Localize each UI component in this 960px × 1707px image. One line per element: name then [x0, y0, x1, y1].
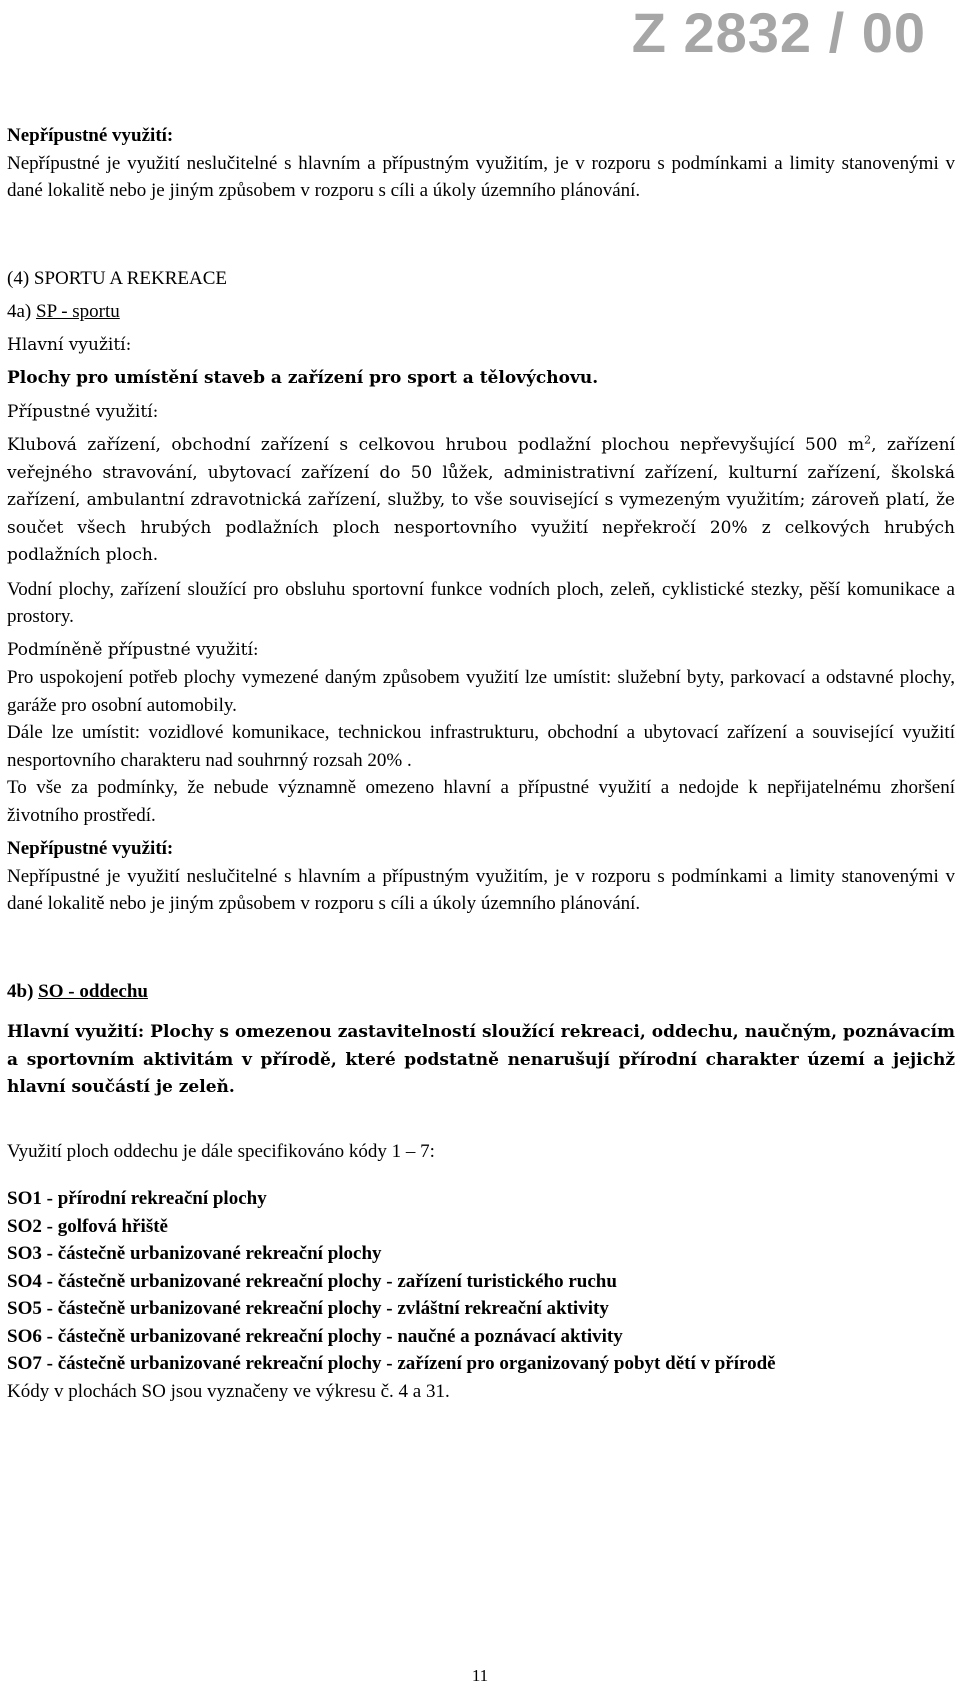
so-code-text: přírodní rekreační plochy	[57, 1188, 267, 1209]
pripustne-text-1-a: Klubová zařízení, obchodní zařízení s celkovou hrubou podlažní plochou nepřevyšující 500 m	[7, 435, 865, 455]
so-code-item	[7, 1268, 955, 1296]
so-code-text: částečně urbanizované rekreační plochy	[57, 1243, 382, 1264]
so-code-text: částečně urbanizované rekreační plochy - zařízení pro organizovaný pobyt dětí v přírodě	[57, 1353, 776, 1374]
so-code-text: golfová hřiště	[57, 1215, 168, 1237]
area-exponent: 2	[864, 433, 872, 447]
nepripustne-heading-2: Nepřípustné využití:	[7, 838, 174, 859]
section-4-title: (4) SPORTU A REKREACE	[7, 267, 228, 289]
so-code-item	[7, 1185, 955, 1213]
so-intro: Využití ploch oddechu je dále specifikováno kódy 1 – 7:	[7, 1140, 435, 1162]
pripustne-text-2: Vodní plochy, zařízení sloužící pro obsluhu sportovní funkce vodních ploch, zeleň, cyklistické stezky, pěší komunikace a prostory.	[7, 578, 955, 627]
podminene-heading: Podmíněně přípustné využití:	[7, 639, 259, 660]
so-code: SO6 -	[7, 1325, 58, 1347]
so-code-item	[7, 1240, 955, 1268]
hlavni-heading: Hlavní využití:	[7, 334, 132, 355]
document-body	[7, 122, 955, 1405]
pripustne-text-1-b: , zařízení veřejného stravování, ubytovací zařízení do 50 lůžek, administrativní zařízení, kulturní zařízení, školská zařízení, ambulantní zdravotnická zařízení, služby, to vše související s vymezeným využitím; zároveň platí, že součet všech hrubých podlažních ploch nesportovního využití nepřekročí 20% z celkových hrubých podlažních ploch.	[7, 435, 955, 565]
sp-title: SP - sportu	[36, 301, 120, 322]
podminene-text-3: To vše za podmínky, že nebude významně omezeno hlavní a přípustné využití a nedojde k nepřijatelnému zhoršení životního prostředí.	[7, 777, 955, 826]
so-code: SO4 -	[7, 1270, 58, 1292]
page-number: 11	[471, 1666, 489, 1685]
sp-heading	[7, 298, 955, 326]
so-title: SO - oddechu	[38, 980, 148, 1002]
so-heading	[7, 978, 955, 1006]
so-footer: Kódy v plochách SO jsou vyznačeny ve výkresu č. 4 a 31.	[7, 1380, 450, 1402]
so-code: SO5 -	[7, 1298, 58, 1319]
nepripustne-text-1: Nepřípustné je využití neslučitelné s hlavním a přípustným využitím, je v rozporu s podmínkami a limity stanovenými v dané lokalitě nebo je jiným způsobem v rozporu s cíli a úkoly územního plánování.	[7, 152, 955, 201]
so-code-item	[7, 1350, 955, 1378]
hlavni-text: Plochy pro umístění staveb a zařízení pro sport a tělovýchovu.	[7, 368, 599, 388]
so-code-text: částečně urbanizované rekreační plochy - zvláštní rekreační aktivity	[57, 1298, 609, 1319]
so-code-text: částečně urbanizované rekreační plochy - naučné a poznávací aktivity	[57, 1325, 623, 1347]
so-hlavni-label: Hlavní využití:	[7, 1022, 151, 1042]
so-prefix: 4b)	[7, 980, 39, 1002]
sp-prefix: 4a)	[7, 301, 37, 322]
pripustne-heading: Přípustné využití:	[7, 401, 159, 422]
so-code: SO2 -	[7, 1215, 58, 1237]
document-code: Z 2832 / 00	[631, 1, 926, 64]
so-code: SO7 -	[7, 1353, 58, 1374]
so-code-list	[7, 1185, 955, 1378]
so-code-item	[7, 1323, 955, 1351]
nepripustne-heading-1: Nepřípustné využití:	[7, 125, 174, 146]
so-code: SO3 -	[7, 1243, 58, 1264]
pripustne-text-1	[7, 432, 955, 570]
so-code: SO1 -	[7, 1188, 58, 1209]
so-hlavni-text: Plochy s omezenou zastavitelností sloužící rekreaci, oddechu, naučným, poznávacím a sportovním aktivitám v přírodě, které podstatně nenarušují přírodní charakter území a jejichž hlavní součástí je zeleň.	[7, 1022, 955, 1097]
so-hlavni-paragraph	[7, 1019, 955, 1102]
podminene-text-2: Dále lze umístit: vozidlové komunikace, technickou infrastrukturu, obchodní a ubytovací zařízení a související využití nesportovního charakteru nad souhrnný rozsah 20% .	[7, 722, 955, 771]
so-code-item	[7, 1213, 955, 1241]
so-code-text: částečně urbanizované rekreační plochy - zařízení turistického ruchu	[57, 1270, 617, 1292]
podminene-text-1: Pro uspokojení potřeb plochy vymezené daným způsobem využití lze umístit: služební byty, parkovací a odstavné plochy, garáže pro osobní automobily.	[7, 667, 955, 716]
nepripustne-text-2: Nepřípustné je využití neslučitelné s hlavním a přípustným využitím, je v rozporu s podmínkami a limity stanovenými v dané lokalitě nebo je jiným způsobem v rozporu s cíli a úkoly územního plánování.	[7, 865, 955, 914]
so-code-item	[7, 1295, 955, 1323]
